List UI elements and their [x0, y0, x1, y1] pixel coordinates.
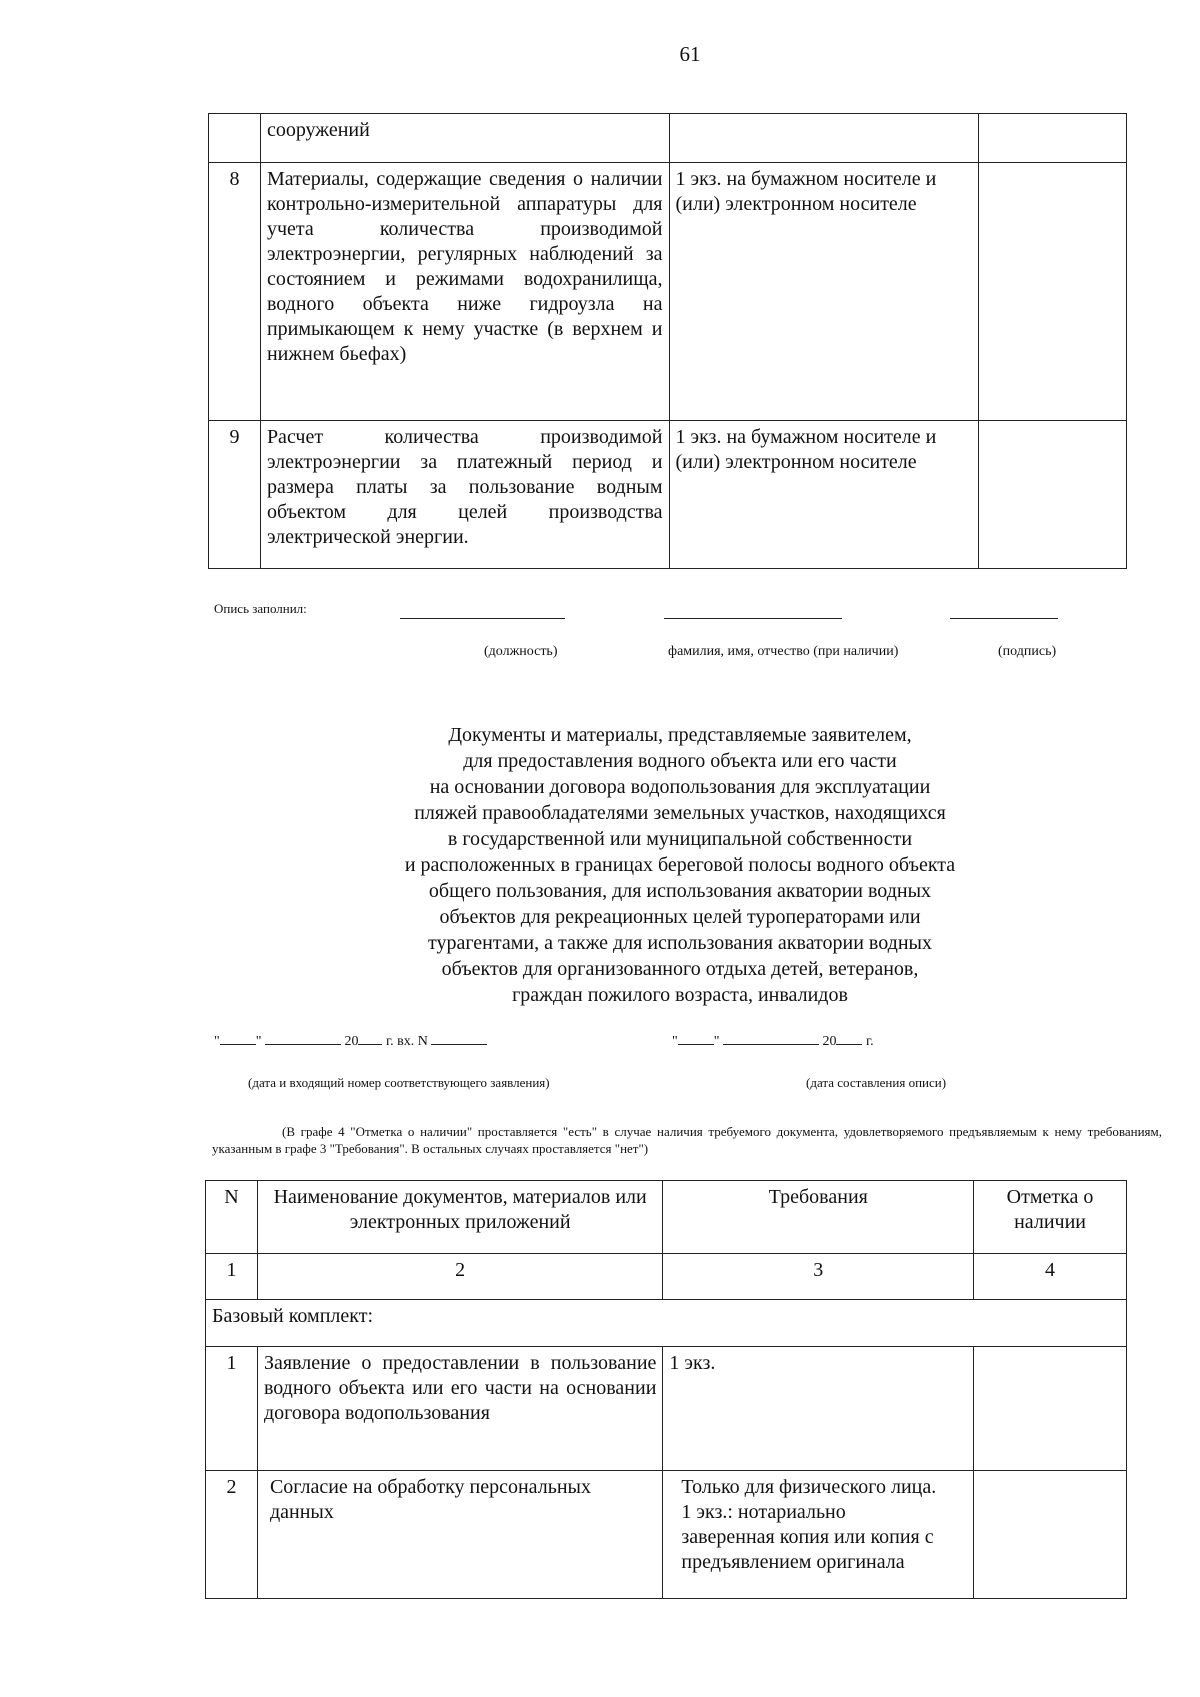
column-number: 2: [257, 1254, 662, 1300]
number-blank: [431, 1032, 487, 1045]
document-name: Заявление о предоставлении в пользование водного объекта или его части на основании договора водопользования: [257, 1347, 662, 1471]
header-number: N: [206, 1181, 258, 1254]
title-line: для предоставления водного объекта или его части: [463, 750, 897, 772]
title-line: Документы и материалы, представляемые заявителем,: [448, 724, 912, 746]
section-row: [206, 1300, 1127, 1347]
instruction-note: (В графе 4 "Отметка о наличии" проставляется "есть" в случае наличия требуемого документа, удовлетворяемого предъявляемым к нему требованиям, указанным в графе 3 "Требования". В остальных случаях проставляется "нет"): [212, 1124, 1162, 1156]
section-heading: Базовый комплект:: [206, 1300, 1127, 1347]
page-number: 61: [679, 42, 701, 66]
header-name: Наименование документов, материалов или электронных приложений: [257, 1181, 662, 1254]
position-caption: (должность): [484, 644, 558, 659]
row-number: 1: [206, 1347, 258, 1471]
year-blank: [358, 1032, 382, 1045]
day-blank: [220, 1032, 256, 1045]
row-number: [209, 114, 261, 163]
title-line: и расположенных в границах береговой полосы водного объекта: [404, 854, 956, 876]
requirement: 1 экз. на бумажном носителе и (или) электронном носителе: [669, 163, 979, 421]
signature-line: [950, 618, 1058, 619]
title-line: турагентами, а также для использования акватории водных: [428, 932, 932, 954]
title-line: объектов для организованного отдыха детей, ветеранов,: [441, 958, 919, 980]
position-line: [400, 618, 565, 619]
availability-mark: [979, 421, 1127, 569]
table-row: [206, 1347, 1127, 1471]
row-number: 8: [209, 163, 261, 421]
header-requirements: Требования: [663, 1181, 974, 1254]
signature-caption: (подпись): [998, 644, 1057, 659]
title-line: граждан пожилого возраста, инвалидов: [512, 984, 848, 1006]
documents-table: [205, 1180, 1127, 1599]
table-row: [209, 163, 1127, 421]
row-number: 9: [209, 421, 261, 569]
availability-mark: [974, 1347, 1127, 1471]
inventory-date-field: " " 20 г.: [672, 1034, 874, 1049]
inventory-date-caption: (дата составления описи): [806, 1075, 947, 1090]
title-line: общего пользования, для использования акватории водных: [428, 880, 932, 902]
requirement: Только для физического лица. 1 экз.: нотариально заверенная копия или копия с предъявлением оригинала: [663, 1471, 974, 1599]
requirement: 1 экз. на бумажном носителе и (или) электронном носителе: [669, 421, 979, 569]
table-row: [209, 114, 1127, 163]
full-name-line: [664, 618, 842, 619]
application-date-field: " " 20 г. вх. N: [214, 1032, 487, 1050]
full-name-caption: фамилия, имя, отчество (при наличии): [668, 644, 899, 659]
column-number: 1: [206, 1254, 258, 1300]
header-row: [206, 1181, 1127, 1254]
requirement: [669, 114, 979, 163]
document-name: Согласие на обработку персональных данных: [257, 1471, 662, 1599]
table-row: [206, 1471, 1127, 1599]
table-row: [209, 421, 1127, 569]
title-line: на основании договора водопользования для эксплуатации: [429, 776, 931, 798]
month-blank: [723, 1032, 819, 1045]
document-name: сооружений: [260, 114, 669, 163]
header-mark: Отметка о наличии: [974, 1181, 1127, 1254]
title-line: объектов для рекреационных целей туроператорами или: [439, 906, 921, 928]
section-title: [340, 722, 1020, 1008]
inventory-table-continued: [208, 113, 1127, 569]
column-number: 4: [974, 1254, 1127, 1300]
row-number: 2: [206, 1471, 258, 1599]
availability-mark: [974, 1471, 1127, 1599]
document-name: Расчет количества производимой электроэнергии за платежный период и размера платы за пользование водным объектом для целей производства электрической энергии.: [260, 421, 669, 569]
title-line: в государственной или муниципальной собственности: [447, 828, 913, 850]
title-line: пляжей правообладателями земельных участков, находящихся: [414, 802, 946, 824]
requirement: 1 экз.: [663, 1347, 974, 1471]
column-number-row: [206, 1254, 1127, 1300]
availability-mark: [979, 163, 1127, 421]
month-blank: [265, 1032, 341, 1045]
document-name: Материалы, содержащие сведения о наличии контрольно-измерительной аппаратуры для учета количества производимой электроэнергии, регулярных наблюдений за состоянием и режимами водохранилища, водного объекта ниже гидроузла на примыкающем к нему участке (в верхнем и нижнем бьефах): [260, 163, 669, 421]
year-blank: [836, 1032, 862, 1045]
column-number: 3: [663, 1254, 974, 1300]
application-date-caption: (дата и входящий номер соответствующего заявления): [248, 1075, 550, 1090]
day-blank: [678, 1032, 714, 1045]
availability-mark: [979, 114, 1127, 163]
signature-label: Опись заполнил:: [214, 601, 307, 616]
